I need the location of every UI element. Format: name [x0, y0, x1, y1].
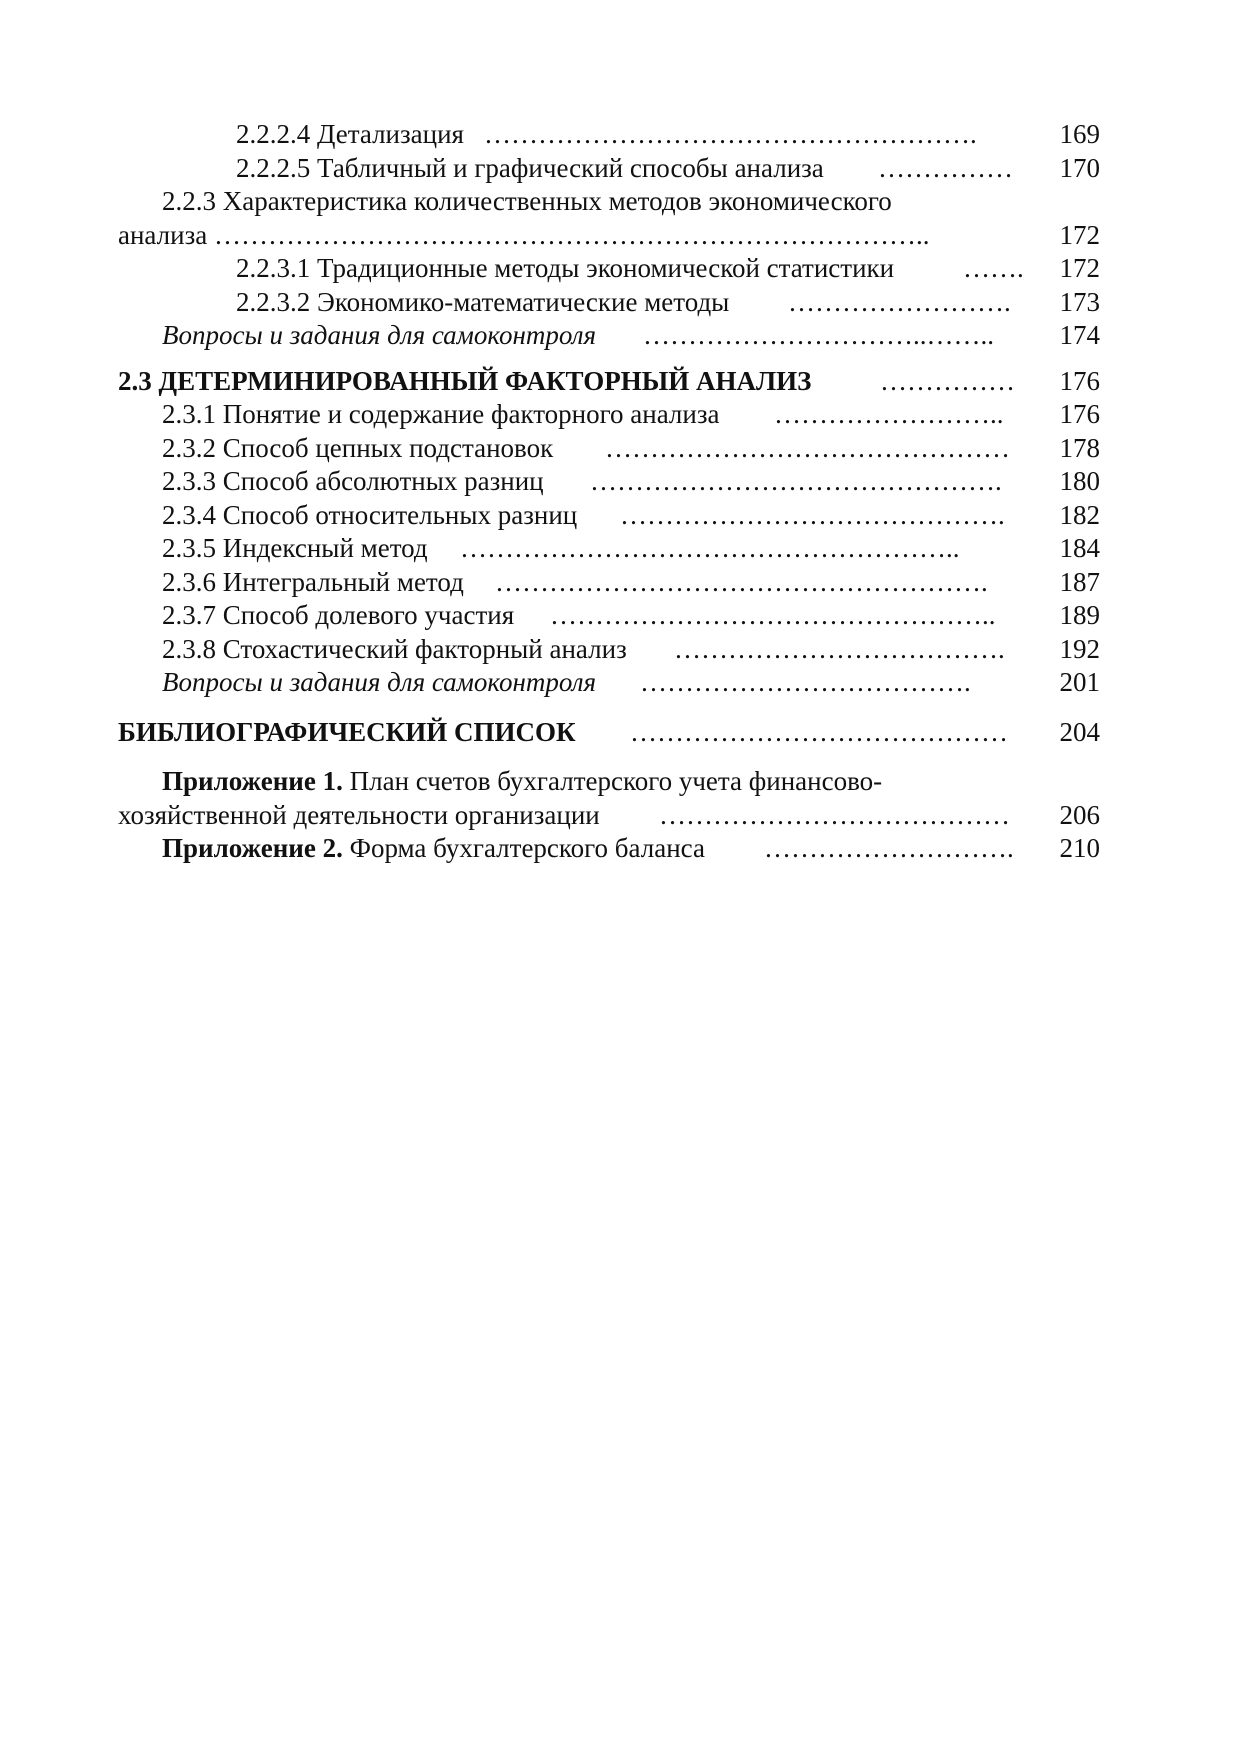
- toc-entry-title: БИБЛИОГРАФИЧЕСКИЙ СПИСОК: [118, 716, 576, 747]
- toc-entry: [118, 666, 1118, 700]
- toc-entry-title: 2.3.2 Способ цепных подстановок: [162, 432, 554, 463]
- toc-leader-dots: …………………………………….: [620, 499, 1005, 530]
- toc-entry-title: 2.3.3 Способ абсолютных разниц: [162, 466, 544, 496]
- toc-entry-title: 2.2.3.2 Экономико-математические методы: [236, 286, 730, 317]
- toc-entry-title: 2.2.2.5 Табличный и графический способы анализа: [236, 152, 824, 183]
- toc-entry: [118, 118, 1118, 152]
- toc-leader-dots: ……………………………………….: [590, 466, 1002, 496]
- toc-entry: [118, 633, 1118, 667]
- toc-page-number: 187: [1059, 566, 1100, 597]
- toc-entry-title: Вопросы и задания для самоконтроля: [162, 320, 597, 350]
- appendix-label: Приложение 1.: [162, 766, 343, 796]
- toc-entry: [118, 432, 1118, 466]
- toc-leader-dots: ……………: [880, 365, 1015, 396]
- table-of-contents: [118, 118, 1118, 866]
- toc-page-number: 180: [1059, 466, 1100, 496]
- toc-leader-dots: ……………………………………: [630, 716, 1008, 747]
- toc-entry-title: 2.3 ДЕТЕРМИНИРОВАННЫЙ ФАКТОРНЫЙ АНАЛИЗ: [118, 365, 812, 396]
- toc-leader-dots: ……………………..: [774, 399, 1004, 429]
- toc-leader-dots: …………………….: [788, 286, 1011, 317]
- toc-leader-dots: …………………………………………..: [550, 600, 996, 630]
- toc-entry: [118, 499, 1118, 533]
- toc-page-number: 176: [1059, 399, 1100, 429]
- toc-entry-title: 2.3.5 Индексный метод: [162, 533, 428, 563]
- toc-page-number: 182: [1059, 499, 1100, 530]
- toc-entry-title: 2.2.2.4 Детализация: [236, 119, 464, 149]
- toc-entry-title: 2.2.3.1 Традиционные методы экономической статистики: [236, 253, 895, 283]
- toc-entry: [118, 365, 1118, 399]
- toc-entry-title: [162, 832, 705, 866]
- toc-page-number: 206: [1059, 799, 1100, 830]
- toc-entry: [118, 465, 1118, 499]
- toc-entry-continuation: [118, 219, 1118, 253]
- toc-leader-dots: ………………………………………: [605, 432, 1010, 463]
- toc-page-number: 176: [1059, 365, 1100, 396]
- toc-page-number: 178: [1059, 432, 1100, 463]
- toc-entry: [118, 566, 1118, 600]
- toc-leader-dots: ………………………………………………..: [460, 533, 960, 563]
- toc-leader-dots: ……………………………….: [674, 633, 1005, 664]
- toc-page-number: 172: [1059, 253, 1100, 283]
- toc-leader-dots: ……………………………………………….: [495, 566, 988, 597]
- toc-entry: [118, 319, 1118, 353]
- toc-entry-title: 2.3.4 Способ относительных разниц: [162, 499, 578, 530]
- toc-entry-title-continuation: хозяйственной деятельности организации: [118, 799, 600, 830]
- toc-entry: [118, 599, 1118, 633]
- toc-entry-title: 2.2.3 Характеристика количественных методов экономического: [162, 186, 892, 216]
- toc-leader-dots: ……………………………………………….: [484, 119, 977, 149]
- appendix-title: План счетов бухгалтерского учета финансово-: [342, 766, 883, 796]
- appendix-label: Приложение 2.: [162, 833, 343, 863]
- toc-page-number: 210: [1059, 833, 1100, 863]
- toc-entry: [118, 716, 1118, 750]
- toc-page-number: 169: [1059, 119, 1100, 149]
- toc-entry: [118, 286, 1118, 320]
- toc-leader-dots: ……………………………………………………………………..: [214, 219, 930, 250]
- toc-leader-dots: ……………………….: [764, 833, 1014, 863]
- toc-leader-dots: …………………………..……..: [643, 320, 994, 350]
- toc-page-number: 204: [1059, 716, 1100, 747]
- toc-page-number: 170: [1059, 152, 1100, 183]
- toc-page-number: 174: [1059, 320, 1100, 350]
- toc-entry: [118, 532, 1118, 566]
- toc-page-number: 189: [1059, 600, 1100, 630]
- toc-leader-dots: ……………: [878, 152, 1013, 183]
- toc-entry: [118, 185, 1118, 219]
- toc-entry-title: Вопросы и задания для самоконтроля: [162, 667, 597, 697]
- toc-leader-dots: ……………………………….: [640, 667, 971, 697]
- toc-entry: [118, 398, 1118, 432]
- toc-entry: [118, 152, 1118, 186]
- toc-leader-dots: …………………………………: [659, 799, 1010, 830]
- toc-page-number: 201: [1059, 667, 1100, 697]
- appendix-title: Форма бухгалтерского баланса: [342, 833, 705, 863]
- toc-page-number: 172: [1059, 219, 1100, 250]
- toc-entry-title-continuation: анализа: [118, 219, 208, 250]
- toc-entry: [118, 832, 1118, 866]
- toc-entry-title: 2.3.7 Способ долевого участия: [162, 600, 515, 630]
- toc-entry-continuation: [118, 799, 1118, 833]
- toc-page-number: 184: [1059, 533, 1100, 563]
- toc-leader-dots: …….: [963, 253, 1024, 283]
- toc-entry: [118, 765, 1118, 799]
- toc-entry-title: 2.3.1 Понятие и содержание факторного анализа: [162, 399, 720, 429]
- toc-entry: [118, 252, 1118, 286]
- toc-entry-title: 2.3.8 Стохастический факторный анализ: [162, 633, 627, 664]
- toc-entry-title: 2.3.6 Интегральный метод: [162, 566, 464, 597]
- toc-page-number: 173: [1059, 286, 1100, 317]
- toc-entry-title: [162, 765, 882, 799]
- toc-page-number: 192: [1059, 633, 1100, 664]
